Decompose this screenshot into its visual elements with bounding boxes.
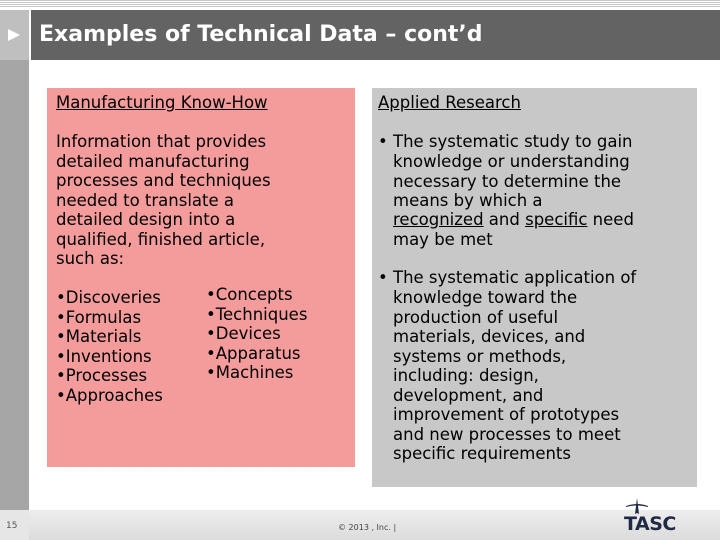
description-line: detailed manufacturing xyxy=(56,151,250,171)
play-arrow-icon xyxy=(8,29,20,41)
bullet-marker: • xyxy=(378,268,388,287)
header-arrow-box xyxy=(0,10,29,60)
list-item: •Formulas xyxy=(56,307,142,327)
page-title: Examples of Technical Data – cont’d xyxy=(39,22,483,47)
bullet-line: may be met xyxy=(393,230,493,249)
text-fragment: and xyxy=(483,210,526,229)
description-line: detailed design into a xyxy=(56,210,236,229)
description-line: Information that provides xyxy=(56,132,267,151)
description-line: processes and techniques xyxy=(56,171,271,190)
bullet-line: materials, devices, and xyxy=(393,327,586,346)
copyright-text: © 2013 , Inc. | xyxy=(338,523,397,532)
list-item: •Concepts xyxy=(206,285,293,304)
bullet-line: improvement of prototypes xyxy=(393,405,620,424)
list-item: •Discoveries xyxy=(56,288,161,307)
description-line: needed to translate a xyxy=(56,190,235,210)
list-item: •Approaches xyxy=(56,385,163,405)
manufacturing-heading: Manufacturing Know-How xyxy=(56,93,268,112)
list-item: •Processes xyxy=(56,366,148,385)
bullet-line: knowledge toward the xyxy=(393,288,578,307)
list-item: •Machines xyxy=(206,363,294,382)
description-line: such as: xyxy=(56,249,125,268)
bullet-line: The systematic application of xyxy=(393,268,637,287)
bullet-marker: • xyxy=(378,132,388,151)
bullet-line-underlined xyxy=(393,210,634,230)
text-fragment: need xyxy=(587,210,634,229)
bullet-line: including: design, xyxy=(393,366,539,385)
bullet-line: specific requirements xyxy=(393,444,571,463)
list-item: •Inventions xyxy=(56,346,152,366)
bullet-line: production of useful xyxy=(393,307,559,327)
bullet-line: development, and xyxy=(393,385,544,405)
left-strip xyxy=(0,60,29,510)
header-stripes xyxy=(0,0,720,8)
bullet-line: knowledge or understanding xyxy=(393,152,630,171)
list-item: •Materials xyxy=(56,327,142,346)
bullet-line: systems or methods, xyxy=(393,346,567,366)
tasc-logo: TASC xyxy=(624,513,676,535)
list-item: •Apparatus xyxy=(206,343,301,363)
list-item: •Devices xyxy=(206,324,281,343)
page-number: 15 xyxy=(6,521,18,531)
bullet-line: means by which a xyxy=(393,191,543,210)
underlined-word-recognized: recognized xyxy=(393,210,484,229)
bullet-line: The systematic study to gain xyxy=(393,132,633,151)
bullet-line: and new processes to meet xyxy=(393,424,621,444)
list-item: •Techniques xyxy=(206,304,308,324)
underlined-word-specific: specific xyxy=(525,210,588,229)
description-line: qualified, finished article, xyxy=(56,229,266,249)
applied-research-heading: Applied Research xyxy=(378,93,521,112)
bullet-line: necessary to determine the xyxy=(393,171,622,191)
